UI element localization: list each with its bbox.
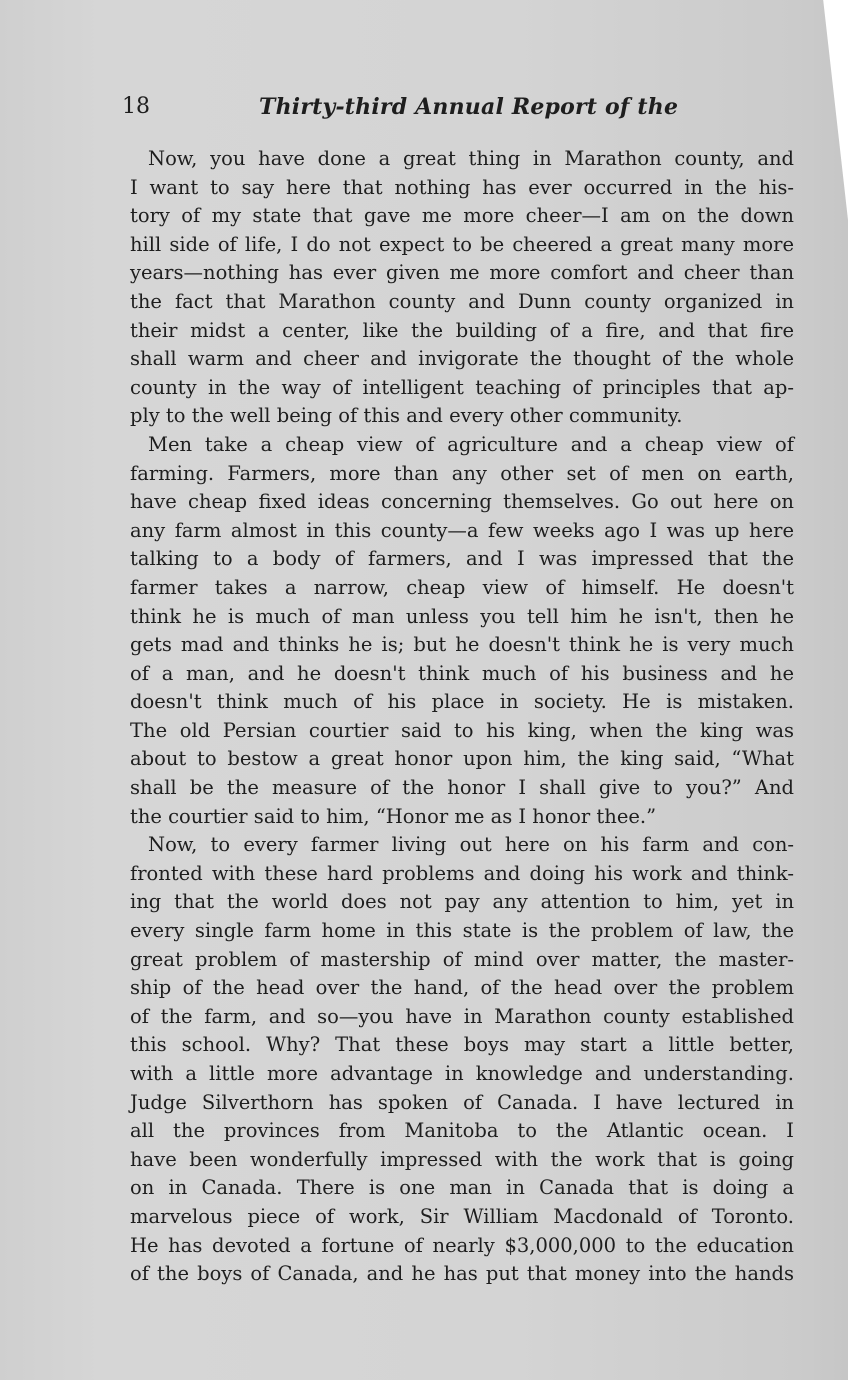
text-line: ing that the world does not pay any attention to him, yet in <box>130 890 794 914</box>
text-line: Men take a cheap view of agriculture and a cheap view of <box>148 432 794 456</box>
text-line: on in Canada. There is one man in Canada that is doing a <box>130 1176 794 1200</box>
page-number: 18 <box>122 94 150 119</box>
running-title: Thirty-third Annual Report of the <box>259 94 679 120</box>
text-line: Now, you have done a great thing in Marathon county, and <box>148 147 794 170</box>
text-line: doesn't think much of his place in society. He is mistaken. <box>130 690 794 714</box>
text-line: tory of my state that gave me more cheer—I am on the down <box>130 204 794 228</box>
text-line: of the farm, and so—you have in Marathon county established <box>130 1004 794 1028</box>
text-line: of the boys of Canada, and he has put that money into the hands <box>130 1262 794 1286</box>
text-line: ply to the well being of this and every other community. <box>130 404 683 428</box>
text-line: have cheap fixed ideas concerning themselves. Go out here on <box>130 490 794 514</box>
text-line: about to bestow a great honor upon him, the king said, “What <box>130 747 794 771</box>
text-line: I want to say here that nothing has ever occurred in the his- <box>130 175 794 199</box>
running-head <box>122 92 682 124</box>
text-line: ship of the head over the hand, of the head over the problem <box>130 976 794 1000</box>
text-line: every single farm home in this state is the problem of law, the <box>130 919 794 943</box>
text-line: gets mad and thinks he is; but he doesn't think he is very much <box>130 633 794 657</box>
text-line: all the provinces from Manitoba to the Atlantic ocean. I <box>130 1119 794 1143</box>
text-line: hill side of life, I do not expect to be cheered a great many more <box>130 232 794 256</box>
text-line: years—nothing has ever given me more comfort and cheer than <box>130 261 794 285</box>
text-line: farmer takes a narrow, cheap view of himself. He doesn't <box>130 575 794 599</box>
text-line: marvelous piece of work, Sir William Macdonald of Toronto. <box>130 1204 794 1228</box>
text-line: farming. Farmers, more than any other set of men on earth, <box>130 461 794 485</box>
text-line: county in the way of intelligent teaching of principles that ap- <box>130 375 794 399</box>
text-line: Judge Silverthorn has spoken of Canada. I have lectured in <box>130 1090 794 1114</box>
text-line: with a little more advantage in knowledge and understanding. <box>130 1062 794 1085</box>
text-line: any farm almost in this county—a few weeks ago I was up here <box>130 518 794 542</box>
text-line: Now, to every farmer living out here on his farm and con- <box>148 833 794 857</box>
text-line: think he is much of man unless you tell him he isn't, then he <box>130 604 794 628</box>
text-line: He has devoted a fortune of nearly $3,000,000 to the education <box>130 1233 794 1257</box>
text-line: their midst a center, like the building of a fire, and that fire <box>130 318 794 342</box>
text-line: the fact that Marathon county and Dunn county organized in <box>130 289 794 313</box>
text-line: the courtier said to him, “Honor me as I honor thee.” <box>130 804 657 828</box>
text-line: talking to a body of farmers, and I was impressed that the <box>130 547 794 571</box>
text-line: shall be the measure of the honor I shall give to you?” And <box>130 776 794 800</box>
text-line: fronted with these hard problems and doing his work and think- <box>130 861 794 885</box>
text-line: The old Persian courtier said to his king, when the king was <box>130 718 794 742</box>
text-line: have been wonderfully impressed with the work that is going <box>130 1147 794 1171</box>
text-line: great problem of mastership of mind over matter, the master- <box>130 947 794 971</box>
text-line: of a man, and he doesn't think much of his business and he <box>130 661 794 685</box>
text-line: this school. Why? That these boys may start a little better, <box>130 1033 794 1057</box>
text-line: shall warm and cheer and invigorate the thought of the whole <box>130 347 794 371</box>
body-text <box>130 145 794 1289</box>
